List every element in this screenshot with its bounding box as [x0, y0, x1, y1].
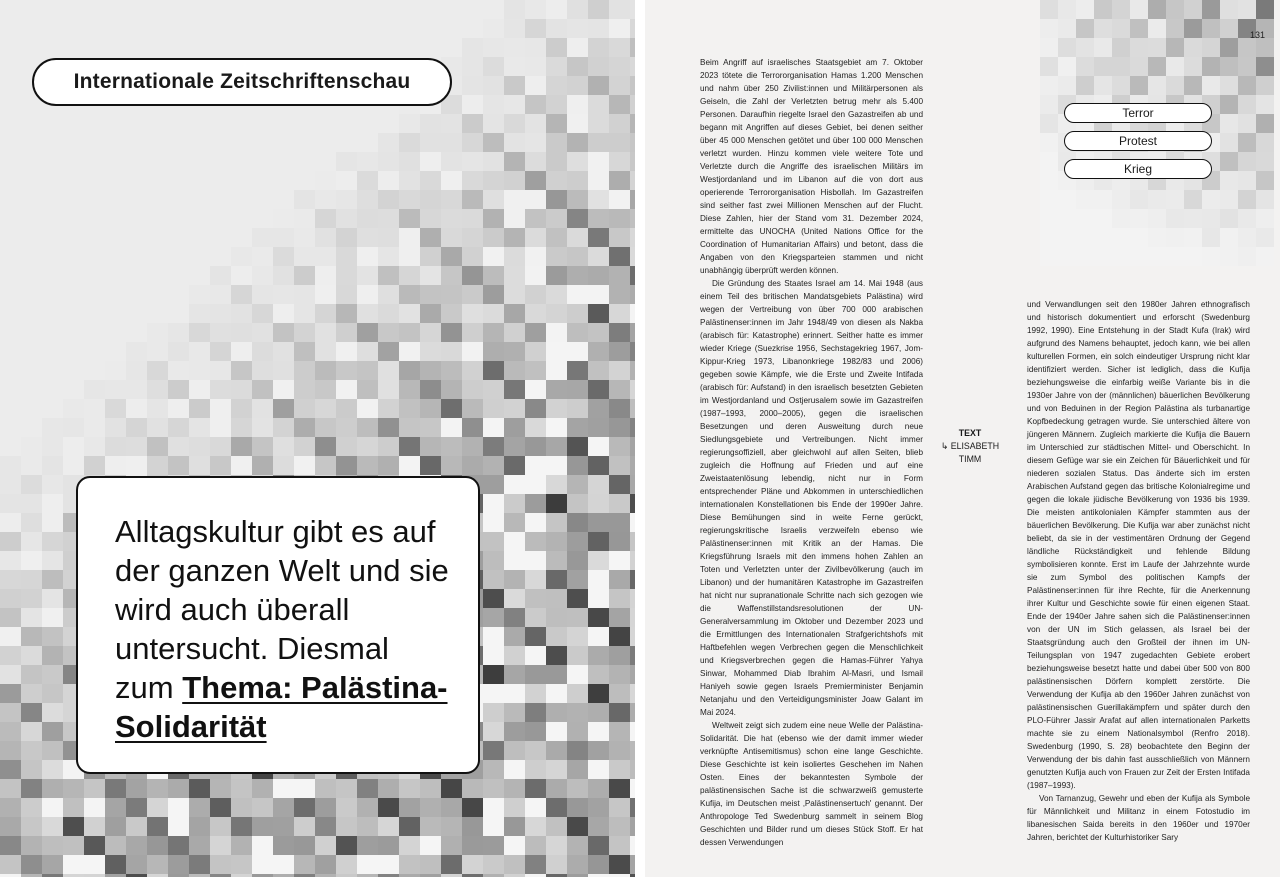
paragraph: Beim Angriff auf israelisches Staatsgebiet am 7. Oktober 2023 tötete die Terrororganisation Hamas 1.200 Menschen und nahm über 250 Zivilist:innen und Militärpersonen als Geiseln, die Zahl der Verletzten betrug mehr als 5.400 Personen. Daraufhin riegelte Israel den Gazastreifen ab und begann mit Angriffen auf dieses Gebiet, bei denen seither über 45 000 Menschen getötet und über 100 000 Menschen verletzt wurden. Hinzu kommen viele weitere Tote und Verletzte durch die Angriffe des israelischen Militärs im Westjordanland und im Libanon auf die von dort aus operierende Terrororganisation Hisbollah. Im Gazastreifen sind seither fast zwei Millionen Menschen auf der Flucht. Diese Zahlen, hier der Stand vom 31. Dezember 2024, ermittelte das UNOCHA (United Nations Office for the Coordination of Humanitarian Affairs) und betont, dass die Angaben von den Kriegsparteien stammen und nicht unabhängig überprüft werden können.	[700, 58, 923, 275]
pull-quote-text: Alltagskultur gibt es auf der ganzen Welt und sie wird auch überall untersucht. Diesmal zum	[115, 514, 449, 705]
pull-quote	[76, 476, 480, 774]
tag-krieg: Krieg	[1064, 159, 1212, 179]
page-number: 131	[1249, 30, 1265, 40]
byline	[938, 427, 1002, 466]
tag-protest: Protest	[1064, 131, 1212, 151]
paragraph: Weltweit zeigt sich zudem eine neue Welle der Palästina-Solidarität. Die hat (ebenso wie der damit immer wieder verknüpfte Antisemitismus) schon eine lange Geschichte. Diese Geschichte ist kein isoliertes Geschehen im Nahen Osten. Eines der bekanntesten Symbole der palästinensischen Sache ist die schwarzweiß gemusterte Kufija, im Deutschen meist ‚Palästinensertuch' genannt. Der Anthropologe Ted Swedenburg sammelt in seinem Blog Geschichten und Bilder rund um dieses Stück Stoff. Er hat dessen Verwendungen	[700, 721, 923, 847]
section-title: Internationale Zeitschriftenschau	[32, 58, 452, 106]
article-column-1	[700, 56, 923, 849]
author-first-name: ELISABETH	[950, 441, 1000, 451]
byline-label: TEXT	[958, 428, 982, 438]
paragraph: Die Gründung des Staates Israel am 14. Mai 1948 (aus einem Teil des britischen Mandatsgebiets Palästina) wird wegen der Vertreibung von über 700 000 arabischen Palästinenser:innen im Jahr 1948/49 von diesen als Nakba (arabisch für: Katastrophe) erinnert. Seither hatte es immer wieder Kriege (Suezkrise 1956, Sechstagekrieg 1967, Jom-Kippur-Krieg 1973, Libanonkriege 1982/83 und 2006) gegeben sowie Kämpfe, wie die Erste und Zweite Intifada (arabisch für: Aufstand) in den israelisch besetzten Gebieten im Westjordanland und Ostjerusalem sowie im Gazastreifen (1987–1993, 2000–2005), gegen die israelischen Besetzungen und deren Ausweitung durch neue Siedlungsgebiete und Vertreibungen. Nicht immer regierungsoffiziell, aber gleichwohl auf allen Seiten, blieb zugleich die Hoffnung auf Frieden und auf eine Zweistaatenlösung lebendig, nicht nur in Form entsprechender Pläne und Abkommen in unterschiedlichen internationalen Konstellationen bis Ende der 1990er Jahre. Diese Bemühungen sind in weite Ferne gerückt, regierungskritische Israelis verzweifeln ebenso wie Palästinenser:innen mit Kritik an der Hamas. Die Kriegsführung Israels mit den immens hohen Zahlen an Toten und Verletzten unter der Zivilbevölkerung (auch im Libanon) und der humanitären Katastrophe im Gazastreifen hat nicht nur supranationale Schritte nach sich gezogen wie die Waffenstillstandsresolutionen der UN-Generalversammlung im Oktober und Dezember 2023 und die Ermittlungen des Internationalen Strafgerichtshofs mit Haftbefehlen wegen Verbrechen gegen die Menschlichkeit und Kriegsverbrechen gegen die Hamas-Führer Yahya Sinwar, Mohammed Diab Ibrahim Al-Masri, und Ismail Haniyeh sowie gegen Israels Premierminister Benjamin Netanjahu und den Verteidigungsminister Joaw Galant im Mai 2024.	[700, 279, 923, 717]
page-gutter	[635, 0, 645, 877]
article-column-2	[1027, 298, 1250, 844]
paragraph: Von Tarnanzug, Gewehr und eben der Kufija als Symbole für Männlichkeit und Militanz in einem Fotostudio im libanesischen Saida bereits in den 1960er und 1970er Jahren, berichtet der Kulturhistoriker Sary	[1027, 794, 1250, 842]
right-page	[645, 0, 1280, 877]
pull-quote-topic: Thema: Palästina-Solidarität	[115, 670, 448, 744]
paragraph: und Verwandlungen seit den 1980er Jahren ethnografisch und historisch dokumentiert und erforscht (Swedenburg 1992, 1990). Eine Entstehung in der Stadt Kufa (Irak) wird aufgrund des Namens behauptet, jedoch kann, wie bei allen kulturellen Formen, ein solch eindeutiger Ursprung nicht klar identifiziert werden. Sicher ist lediglich, dass die Kufija beziehungsweise die einfarbig weiße Variante bis in die 1930er Jahre von der (männlichen) bäuerlichen Bevölkerung und von Beduinen in der Region Palästina als turbanartige Kopfbedeckung getragen wurde. Sie unterschied ältere von jüngeren Männern. Zugleich markierte die Kufija die Bauern im Unterschied zur städtischen Mittel- und Oberschicht. In diesem Gefüge war sie ein Zeichen für Bäuerlichkeit und für niederen sozialen Status. Das änderte sich im ersten Arabischen Aufstand gegen das britische Kolonialregime und gegen die lokale jüdische Bevölkerung von 1936 bis 1939. Die meisten antikolonialen Kämpfer stammten aus der bäuerlichen Bevölkerung. Die Kufija war aber zunächst nicht beliebt, da sie in der vestimentären Ordnung der Gegend ländliche Rückständigkeit und fehlende Bildung symbolisieren konnte. Erst im Laufe der Jahrzehnte wurde sie zum Symbol des politischen Kampfs der Palästinenser:innen für ihre Rechte, für die Anerkennung ihrer Kultur und Geschichte sowie für einen eigenen Staat. Ende der 1940er Jahre sahen sich die Palästinenser:innen von der UN im Stich gelassen, als Israel bei der Staatsgründung auch den Großteil der ihnen im UN-Teilungsplan von 1947 zugedachten Gebiete erobert beziehungsweise besetzt hatte und dabei über 500 von 800 palästinensischen Dörfern komplett zerstörte. Die Verwendung der Kufija ab den 1960er Jahren zunächst von palästinensischen Guerillakämpfern und später durch den PLO-Führer Jassir Arafat auf allen internationalen Parketts machte sie zu einem Nationalsymbol (Renfro 2018). Swedenburg (1990, S. 28) beobachtete den Beginn der Verwendung der bis dahin fast ausschließlich von Männern genutzten Kufija auch von Frauen zur Zeit der Ersten Intifada (1987–1993).	[1027, 300, 1250, 790]
tag-terror: Terror	[1064, 103, 1212, 123]
author-last-name: TIMM	[958, 454, 982, 464]
left-page	[0, 0, 635, 877]
byline-author	[938, 440, 1002, 453]
arrow-icon: ↳	[940, 441, 949, 451]
